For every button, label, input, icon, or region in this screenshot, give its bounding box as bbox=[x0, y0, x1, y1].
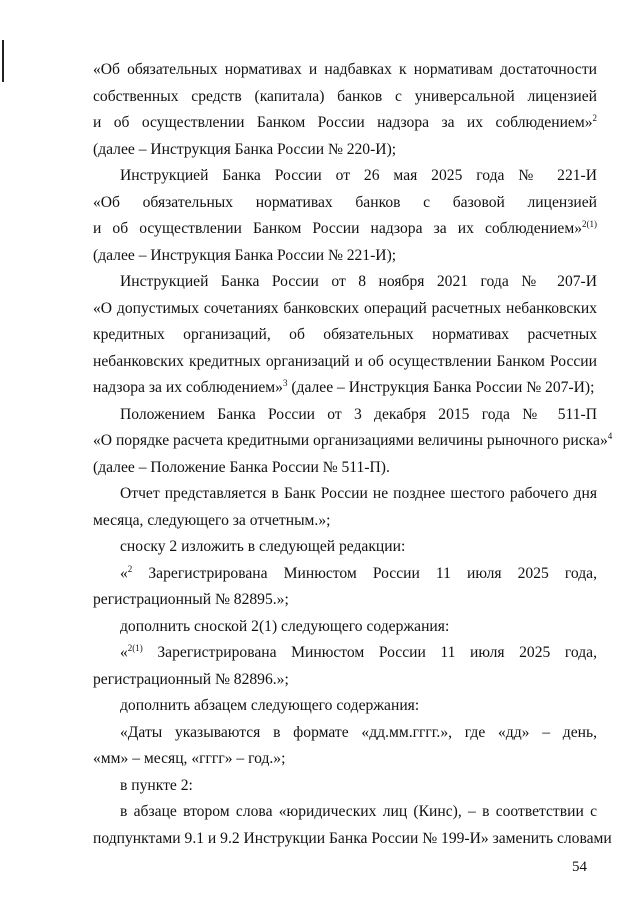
text-line: надзора за их соблюдением»$^3$ (далее – Инструкция Банка России № 207-И); bbox=[93, 377, 595, 396]
text-line: «Даты указываются в формате «дд.мм.гггг.», где «дд» – день, bbox=[120, 724, 597, 741]
text-line: кредитных организаций, об обязательных нормативах расчетных bbox=[93, 326, 597, 343]
text-line: Положением Банка России от 3 декабря 2015 года № 511-П bbox=[120, 406, 597, 423]
text-line: (далее – Инструкция Банка России № 220-И); bbox=[93, 141, 397, 158]
footnote-ref: 3 bbox=[282, 377, 288, 388]
text-line: «О допустимых сочетаниях банковских операций расчетных небанковских bbox=[93, 300, 597, 317]
text-line: «О порядке расчета кредитными организациями величины рыночного риска»$^4$ bbox=[93, 430, 613, 449]
text-line: в пункте 2: bbox=[120, 777, 193, 794]
text-line: (далее – Инструкция Банка России № 221-И); bbox=[93, 247, 397, 264]
text-line: в абзаце втором слова «юридических лиц (Кинс), – в соответствии с bbox=[120, 803, 597, 820]
text-line: подпунктами 9.1 и 9.2 Инструкции Банка России № 199-И» заменить словами bbox=[93, 830, 612, 847]
footnote-ref: 4 bbox=[607, 430, 613, 441]
text-line: Инструкцией Банка России от 8 ноября 2021 года № 207-И bbox=[120, 273, 597, 290]
text-line: месяца, следующего за отчетным.»; bbox=[93, 512, 331, 529]
text-line: «мм» – месяц, «гггг» – год.»; bbox=[93, 750, 286, 767]
text-line: небанковских кредитных организаций и об осуществлении Банком России bbox=[93, 353, 597, 370]
footnote-ref: 2 bbox=[592, 112, 597, 123]
text-line: Инструкцией Банка России от 26 мая 2025 года № 221-И bbox=[120, 167, 597, 184]
text-line: регистрационный № 82895.»; bbox=[93, 591, 289, 608]
text-line: сноску 2 изложить в следующей редакции: bbox=[120, 538, 406, 555]
margin-mark bbox=[2, 40, 4, 82]
text-line: (далее – Положение Банка России № 511-П). bbox=[93, 459, 390, 476]
text-line: «$^{2(1)}$ Зарегистрирована Минюстом России 11 июля 2025 года, bbox=[120, 642, 597, 661]
footnote-ref: 2(1) bbox=[127, 642, 143, 653]
text-line: и об осуществлении Банком России надзора за их соблюдением»$^2$ bbox=[93, 112, 597, 131]
text-line: «Об обязательных нормативах и надбавках к нормативам достаточности bbox=[93, 61, 597, 78]
footnote-ref: 2(1) bbox=[582, 218, 597, 229]
footnote-ref: 2 bbox=[127, 563, 133, 574]
text-line: дополнить сноской 2(1) следующего содержания: bbox=[120, 618, 450, 635]
text-line: собственных средств (капитала) банков с универсальной лицензией bbox=[93, 88, 597, 105]
page-number: 54 bbox=[572, 859, 587, 875]
text-line: дополнить абзацем следующего содержания: bbox=[120, 697, 420, 714]
text-line: «Об обязательных нормативах банков с базовой лицензией bbox=[93, 194, 597, 211]
text-line: Отчет представляется в Банк России не позднее шестого рабочего дня bbox=[120, 485, 597, 502]
text-line: «$^2$ Зарегистрирована Минюстом России 11 июля 2025 года, bbox=[120, 563, 597, 582]
text-line: регистрационный № 82896.»; bbox=[93, 671, 289, 688]
text-line: и об осуществлении Банком России надзора за их соблюдением»$^{2(1)}$ bbox=[93, 218, 597, 237]
